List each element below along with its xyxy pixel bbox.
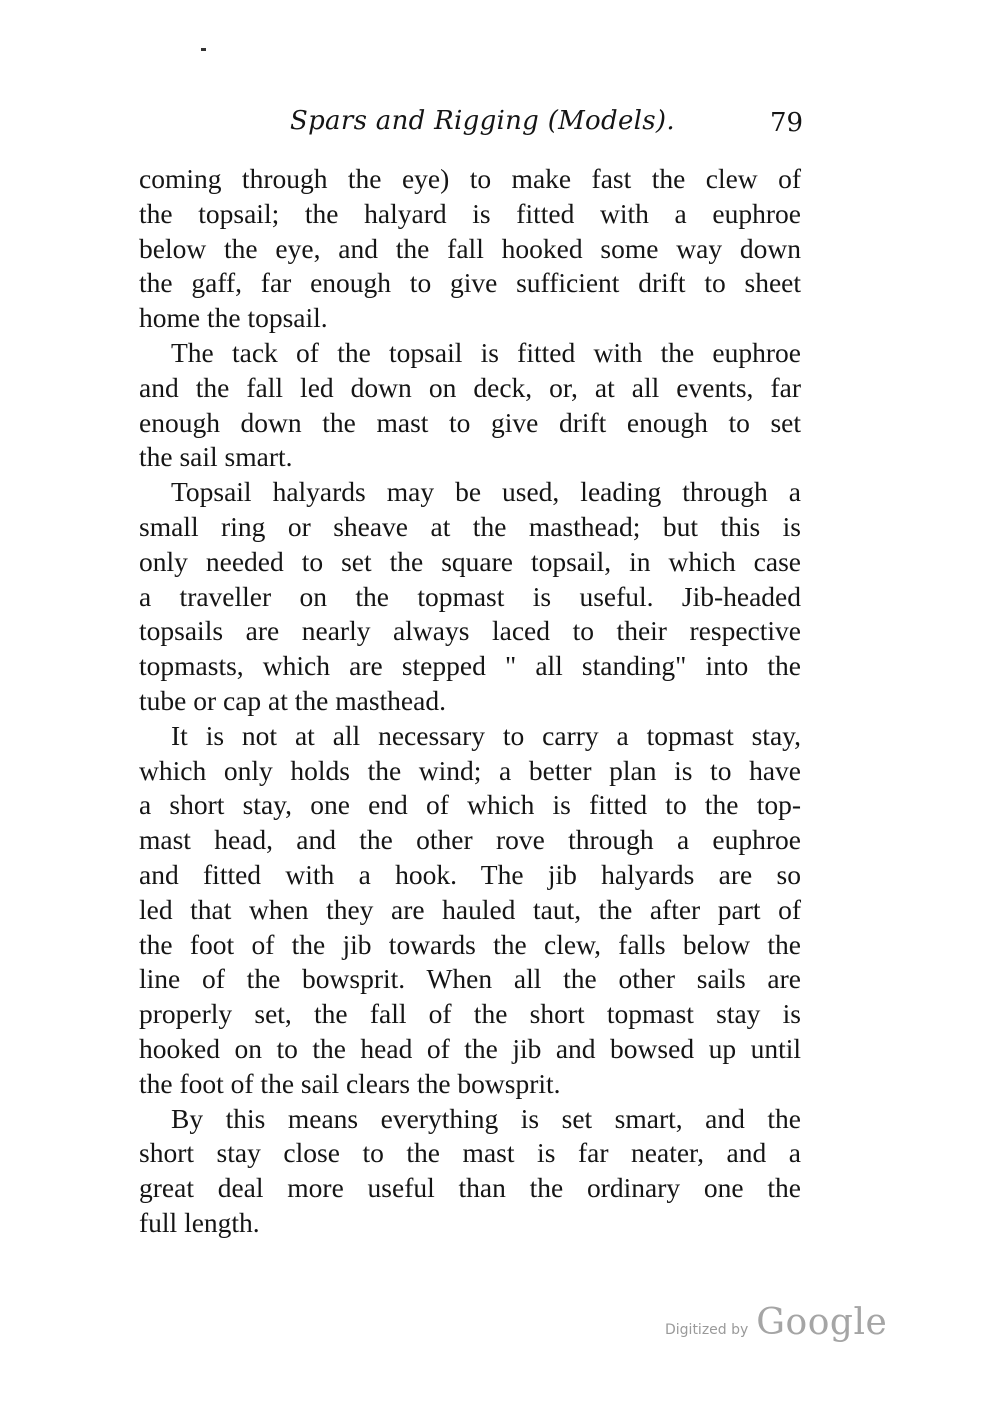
body-text [139, 162, 801, 1241]
text-line: below the eye, and the fall hooked some way down [139, 232, 801, 264]
text-line: which only holds the wind; a better plan is to have [139, 754, 801, 786]
google-logo: Google [756, 1302, 888, 1343]
text-line: led that when they are hauled taut, the after part of [139, 893, 801, 925]
text-line: properly set, the fall of the short topmast stay is [139, 998, 801, 1030]
text-line: the topsail; the halyard is fitted with a euphroe [139, 197, 801, 229]
text-line: mast head, and the other rove through a euphroe [139, 824, 801, 856]
text-line: coming through the eye) to make fast the clew of [139, 163, 801, 194]
text-line: home the topsail. [139, 302, 328, 334]
text-line: By this means everything is set smart, and the [171, 1102, 801, 1134]
text-line: hooked on to the head of the jib and bowsed up until [139, 1032, 801, 1064]
text-line: a traveller on the topmast is useful. Jib-headed [139, 580, 801, 612]
text-line: great deal more useful than the ordinary one the [139, 1172, 801, 1204]
text-line: the foot of the jib towards the clew, falls below the [139, 928, 801, 960]
text-line: the foot of the sail clears the bowsprit. [139, 1067, 561, 1099]
running-title: Spars and Rigging (Models). [290, 106, 675, 136]
text-line: It is not at all necessary to carry a topmast stay, [171, 719, 801, 751]
paragraph-2 [139, 336, 801, 475]
paragraph-4 [139, 719, 801, 1102]
paragraph-5 [139, 1102, 801, 1241]
paragraph-1 [139, 162, 801, 336]
text-line: topsails are nearly always laced to their respective [139, 615, 801, 647]
text-line: and fitted with a hook. The jib halyards are so [139, 858, 801, 890]
text-line: line of the bowsprit. When all the other sails are [139, 963, 801, 995]
text-line: enough down the mast to give drift enough to set [139, 406, 801, 438]
text-line: full length. [139, 1206, 260, 1238]
watermark-prefix: Digitized by [665, 1322, 749, 1338]
text-line: a short stay, one end of which is fitted to the top- [139, 789, 801, 821]
text-line: The tack of the topsail is fitted with the euphroe [171, 336, 801, 368]
text-line: Topsail halyards may be used, leading through a [171, 476, 801, 508]
text-line: and the fall led down on deck, or, at all events, far [139, 371, 801, 403]
text-line: tube or cap at the masthead. [139, 684, 446, 716]
text-line: only needed to set the square topsail, in which case [139, 545, 801, 577]
digitized-watermark [665, 1302, 887, 1343]
text-line: the gaff, far enough to give sufficient drift to sheet [139, 267, 801, 299]
paragraph-3 [139, 475, 801, 719]
print-speck [201, 48, 206, 51]
page-number: 79 [770, 108, 804, 138]
text-line: topmasts, which are stepped " all standing" into the [139, 650, 801, 682]
text-line: small ring or sheave at the masthead; but this is [139, 510, 801, 542]
text-line: the sail smart. [139, 441, 293, 473]
text-line: short stay close to the mast is far neater, and a [139, 1137, 801, 1169]
